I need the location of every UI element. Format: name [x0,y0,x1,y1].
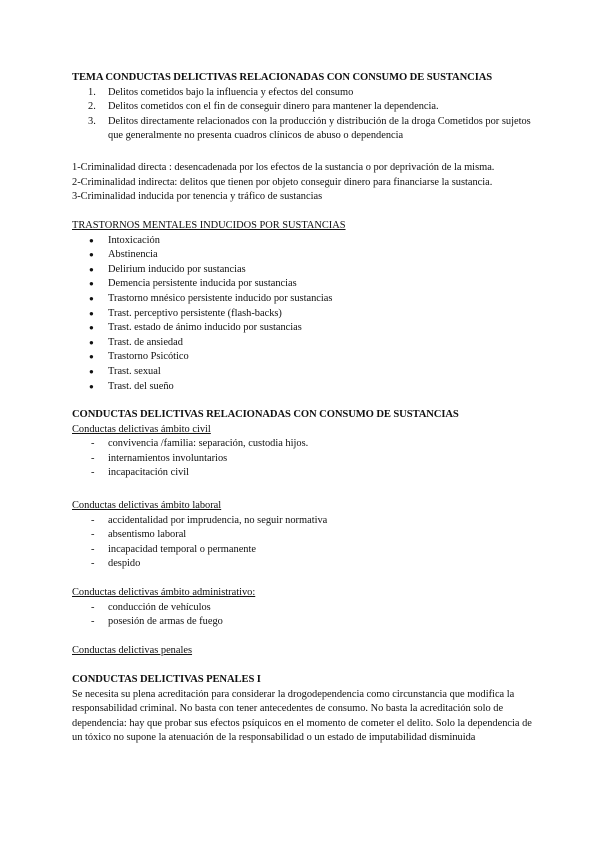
administrativo-list [72,601,532,630]
tema-title: TEMA CONDUCTAS DELICTIVAS RELACIONADAS CON CONSUMO DE SUSTANCIAS [72,72,493,83]
list-item: 3. Delitos directamente relacionados con la producción y distribución de la droga Cometidos por sujetos que generalmente no presenta cuadros clínicos de abuso o dependencia [88,115,531,142]
laboral-title: Conductas delictivas ámbito laboral [72,500,222,511]
list-item: - incapacidad temporal o permanente [72,543,532,558]
list-item: 2. Delitos cometidos con el fin de conseguir dinero para mantener la dependencia. [88,101,439,113]
list-item: ● Trast. perceptivo persistente (flash-backs) [72,307,532,322]
list-item: ● Demencia persistente inducida por sustancias [72,277,532,292]
list-item: ● Trast. de ansiedad [72,336,532,351]
list-item: - despido [72,557,532,572]
criminalidad-line: 2-Criminalidad indirecta: delitos que tienen por objeto conseguir dinero para financiarse la sustancia. [72,176,493,188]
list-item: ● Trast. del sueño [72,380,532,395]
trastornos-title: TRASTORNOS MENTALES INDUCIDOS POR SUSTANCIAS [72,220,346,231]
civil-title: Conductas delictivas ámbito civil [72,423,211,435]
administrativo-title: Conductas delictivas ámbito administrativo: [72,587,256,598]
list-item: - convivencia /familia: separación, custodia hijos. [72,437,532,452]
section-conductas [72,408,532,481]
list-item: ● Intoxicación [72,234,532,249]
list-item: - absentismo laboral [72,528,532,543]
list-item: - incapacitación civil [72,466,532,481]
laboral-list [72,514,532,572]
section-tema [72,71,532,144]
list-item: 1. Delitos cometidos bajo la influencia y efectos del consumo [88,86,354,98]
tema-list [72,86,532,144]
list-item: - accidentalidad por imprudencia, no seguir normativa [72,514,532,529]
civil-list [72,437,532,481]
list-item: ● Trast. estado de ánimo inducido por sustancias [72,321,532,336]
penales-paragraph: Se necesita su plena acreditación para considerar la drogodependencia como circunstancia que modifica la responsabilidad criminal. No basta con tener antecedentes de consumo. No basta la acreditación solo de dependencia: hay que probar sus efectos psíquicos en el momento de cometer el delito. Solo la dependencia de un tóxico no supone la atenuación de la responsabilidad o un estado de imputabilidad disminuida [72,688,532,744]
trastornos-list [72,234,532,395]
section-penales [72,673,534,746]
criminalidad-line: 1-Criminalidad directa : desencadenada por los efectos de la sustancia o por deprivación de la misma. [72,162,495,173]
section-administrativo [72,586,532,630]
list-item: - conducción de vehículos [72,601,532,616]
penales-subtitle: Conductas delictivas penales [72,645,193,656]
section-trastornos [72,219,532,394]
list-item: - internamientos involuntarios [72,452,532,467]
conductas-title: CONDUCTAS DELICTIVAS RELACIONADAS CON CONSUMO DE SUSTANCIAS [72,409,459,420]
list-item: ● Trastorno mnésico persistente inducido por sustancias [72,292,532,307]
list-item: ● Delirium inducido por sustancias [72,263,532,278]
penales-title: CONDUCTAS DELICTIVAS PENALES I [72,674,261,685]
section-laboral [72,499,532,572]
section-penales-link [72,644,532,659]
list-item: ● Trastorno Psicótico [72,350,532,365]
list-item: ● Abstinencia [72,248,532,263]
criminalidad-line: 3-Criminalidad inducida por tenencia y tráfico de sustancias [72,191,323,203]
criminalidad-block [72,161,542,205]
list-item: ● Trast. sexual [72,365,532,380]
list-item: - posesión de armas de fuego [72,615,532,630]
